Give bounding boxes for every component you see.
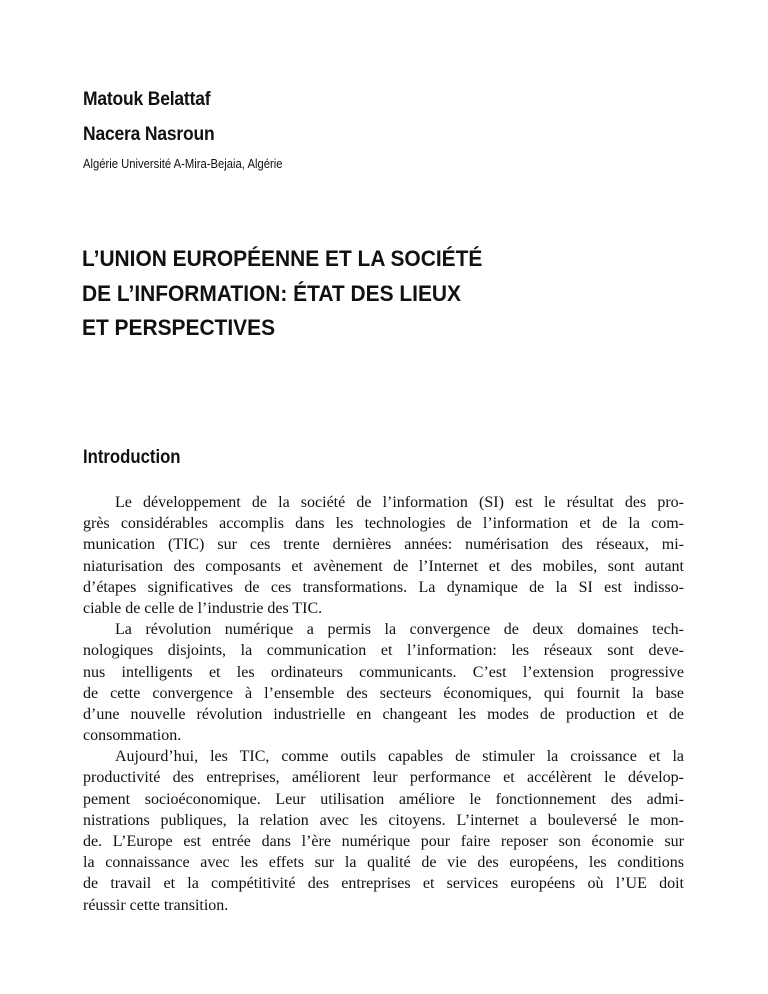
text-line: de travail et la compétitivité des entreprises et services européens où l’UE doit xyxy=(83,875,684,893)
paragraph xyxy=(83,619,684,746)
text-line: nistrations publiques, la relation avec les citoyens. L’internet a bouleversé le mon- xyxy=(83,811,684,829)
text-line: ciable de celle de l’industrie des TIC. xyxy=(83,599,323,617)
text-line: La révolution numérique a permis la convergence de deux domaines tech- xyxy=(115,621,684,639)
text-line: d’étapes significatives de ces transformations. La dynamique de la SI est indisso- xyxy=(83,578,684,596)
text-line: munication (TIC) sur ces trente dernières années: numérisation des réseaux, mi- xyxy=(83,536,684,554)
title-line: L’UNION EUROPÉENNE ET LA SOCIÉTÉ xyxy=(82,246,483,271)
title-line: ET PERSPECTIVES xyxy=(82,315,276,340)
author-name: Matouk Belattaf xyxy=(83,89,211,110)
text-line: nus intelligents et les ordinateurs communicants. C’est l’extension progressive xyxy=(83,663,684,681)
text-line: Aujourd’hui, les TIC, comme outils capables de stimuler la croissance et la xyxy=(115,748,684,766)
paragraph xyxy=(83,746,684,916)
text-line: niaturisation des composants et avènement de l’Internet et des mobiles, sont autant xyxy=(83,557,684,575)
author-affiliation: Algérie Université A-Mira-Bejaia, Algérie xyxy=(83,157,283,171)
text-line: réussir cette transition. xyxy=(83,896,229,914)
text-line: grès considérables accomplis dans les technologies de l’information et de la com- xyxy=(83,515,684,533)
author-name: Nacera Nasroun xyxy=(83,124,215,145)
text-line: pement socioéconomique. Leur utilisation améliore le fonctionnement des admi- xyxy=(83,790,684,808)
article-title xyxy=(82,242,482,346)
text-line: de. L’Europe est entrée dans l’ère numérique pour faire reposer son économie sur xyxy=(83,833,684,850)
text-line: d’une nouvelle révolution industrielle en changeant les modes de production et de xyxy=(83,705,684,723)
text-line: nologiques disjoints, la communication et l’information: les réseaux sont deve- xyxy=(83,642,684,660)
text-line: de cette convergence à l’ensemble des secteurs économiques, qui fournit la base xyxy=(83,684,684,702)
text-line: la connaissance avec les effets sur la qualité de vie des européens, les conditions xyxy=(83,854,684,872)
text-line: productivité des entreprises, améliorent leur performance et accélèrent le dévelop- xyxy=(83,769,684,787)
text-line: Le développement de la société de l’information (SI) est le résultat des pro- xyxy=(115,494,684,511)
body-text xyxy=(83,492,684,916)
paragraph xyxy=(83,492,684,619)
title-line: DE L’INFORMATION: ÉTAT DES LIEUX xyxy=(82,280,461,306)
text-line: consommation. xyxy=(83,727,182,745)
section-heading: Introduction xyxy=(83,447,181,468)
